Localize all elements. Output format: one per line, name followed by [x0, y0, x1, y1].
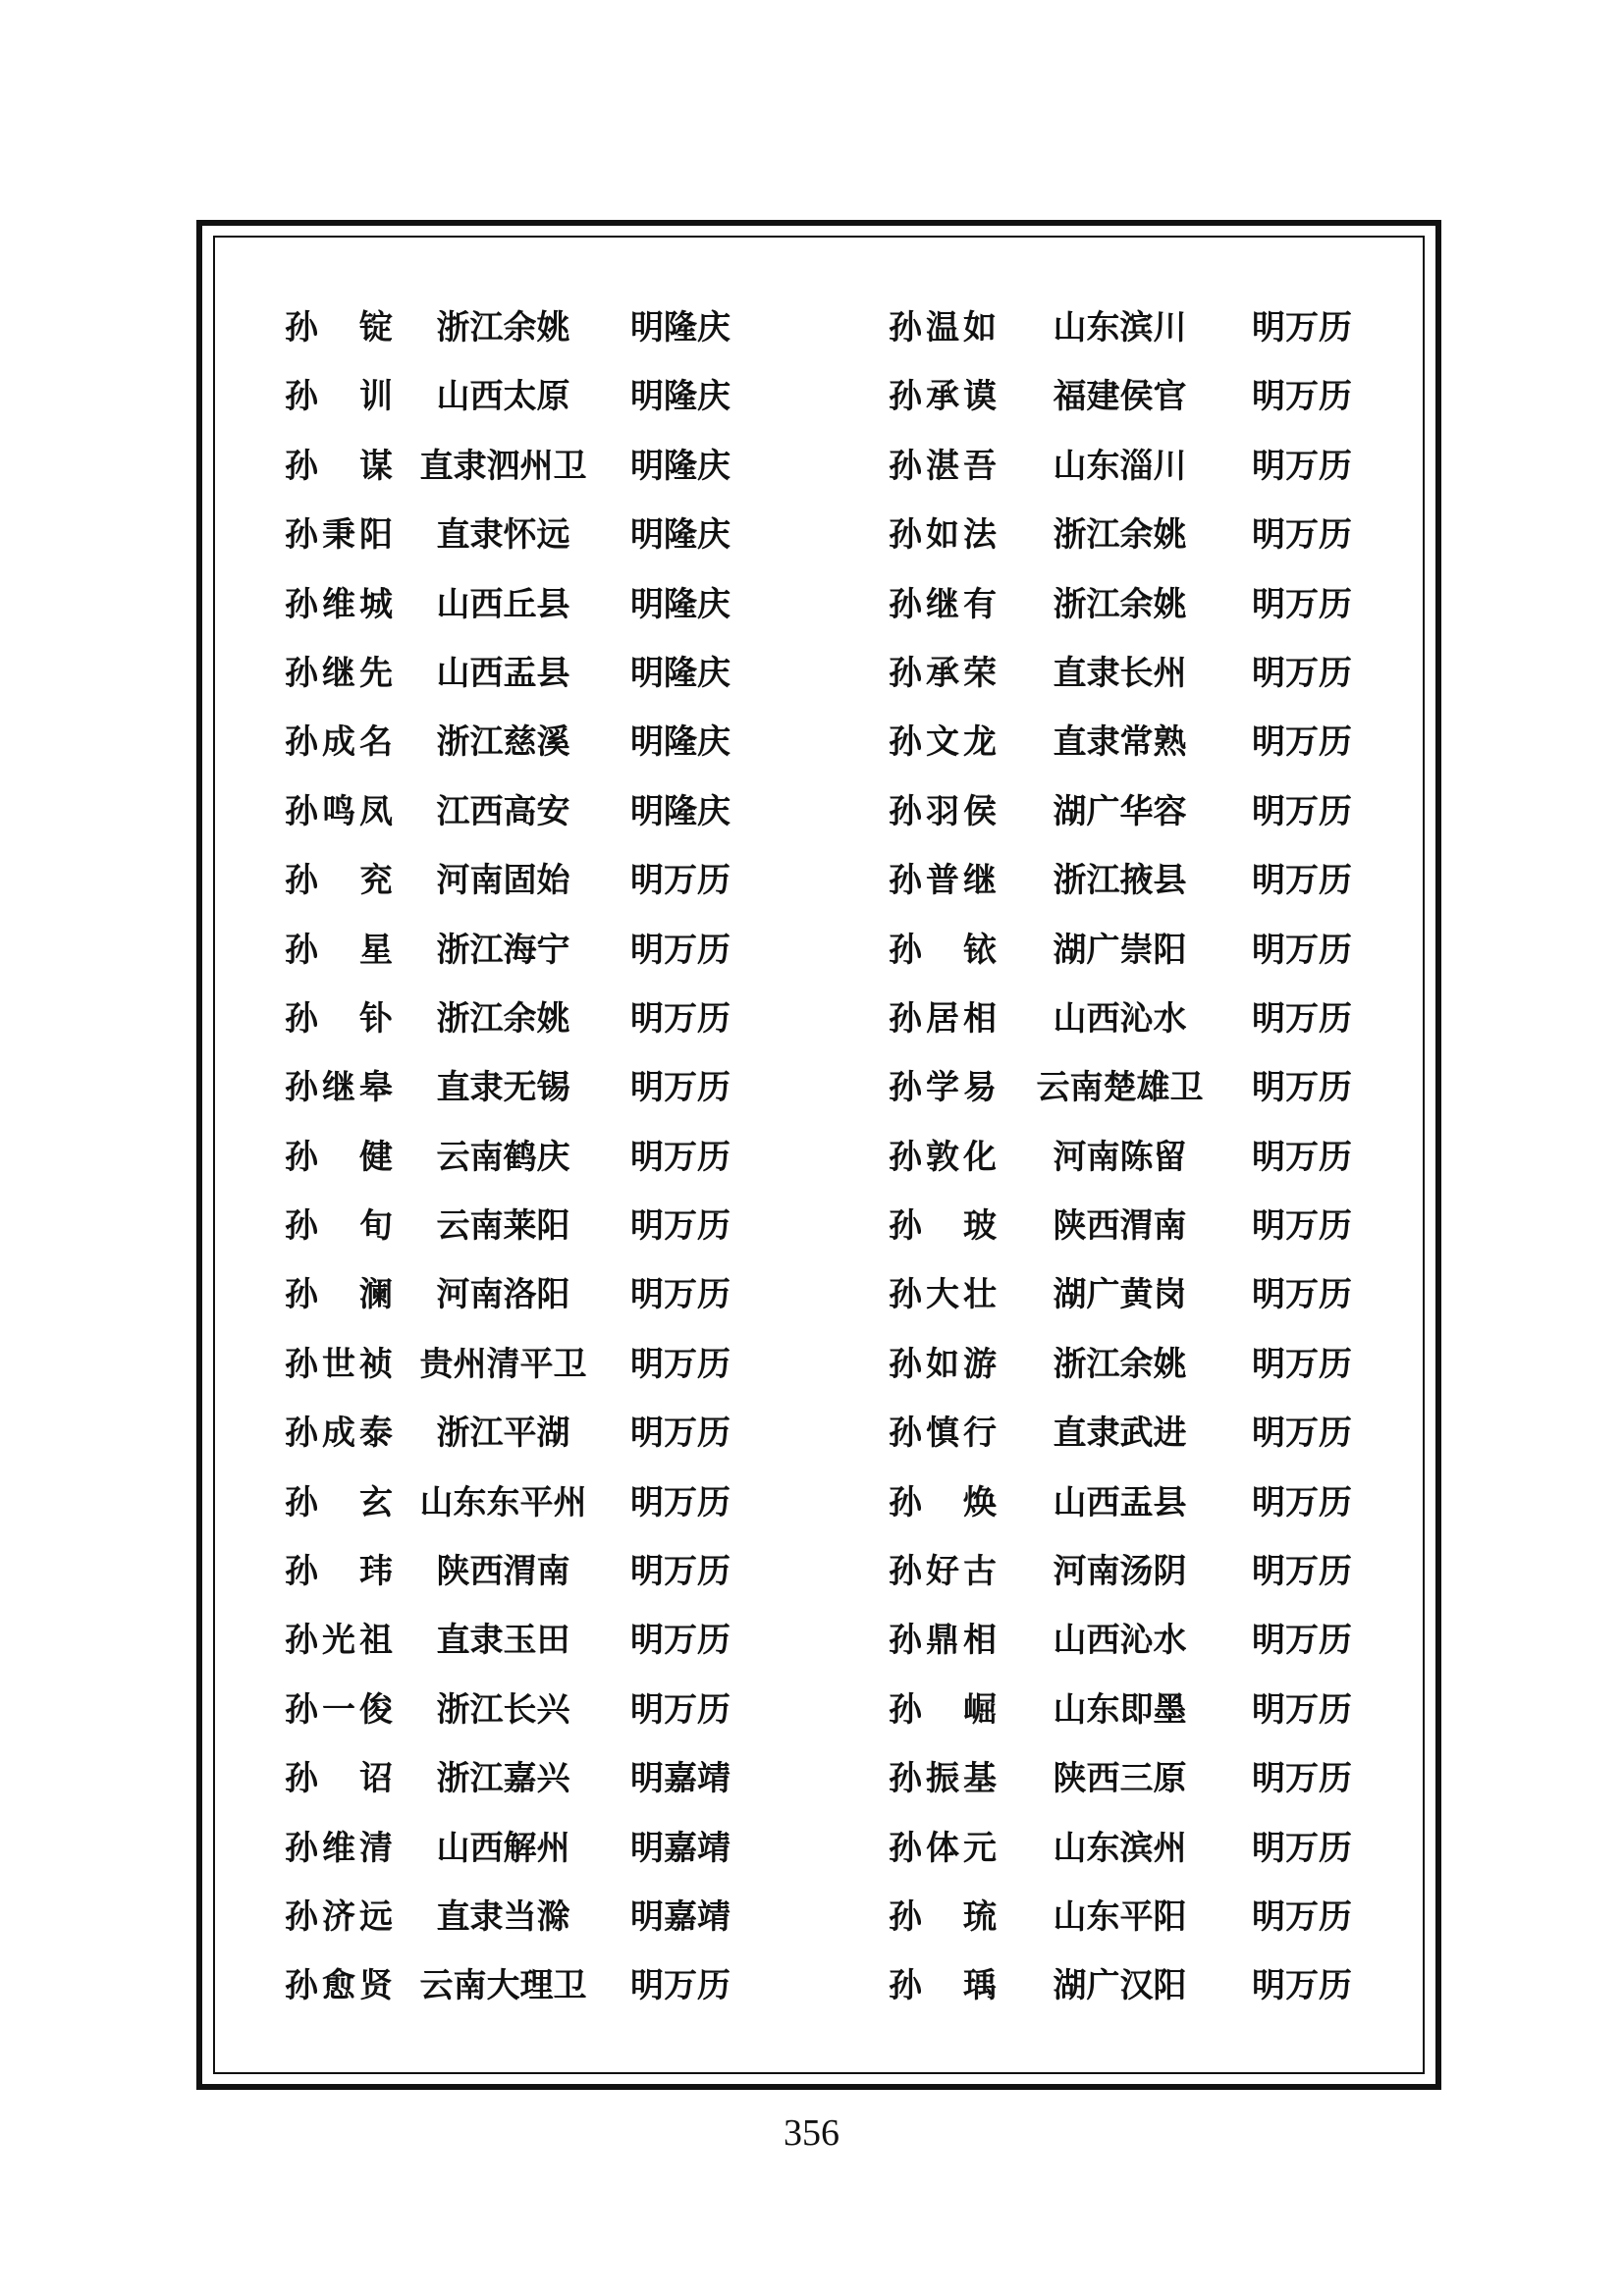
era-name: 明万历	[1252, 1344, 1352, 1384]
era-name: 明万历	[630, 1482, 730, 1522]
era-name: 明万历	[630, 1068, 730, 1108]
person-name: 孙愈贤	[285, 1966, 393, 2006]
place-name: 浙江长兴	[436, 1689, 570, 1730]
person-name: 孙承谟	[889, 377, 997, 417]
era-name: 明隆庆	[630, 377, 730, 417]
list-item	[285, 1197, 795, 1265]
era-name: 明万历	[1252, 1275, 1352, 1315]
person-name: 孙继先	[285, 653, 393, 693]
person-name: 孙慎行	[889, 1414, 997, 1454]
list-item	[889, 1473, 1399, 1542]
place-name: 直隶常熟	[1053, 722, 1187, 763]
era-name: 明万历	[630, 1414, 730, 1454]
era-name: 明万历	[1252, 515, 1352, 556]
place-name: 山东东平州	[419, 1482, 587, 1522]
list-item	[889, 1681, 1399, 1749]
list-item	[285, 1681, 795, 1749]
place-name: 山西沁水	[1053, 1621, 1187, 1661]
person-name: 孙 铱	[889, 930, 997, 970]
person-name: 孙学易	[889, 1068, 997, 1108]
person-name: 孙维城	[285, 584, 393, 624]
place-name: 直隶长州	[1053, 653, 1187, 693]
place-name: 直隶怀远	[436, 515, 570, 556]
person-name: 孙大壮	[889, 1275, 997, 1315]
list-item	[889, 1128, 1399, 1197]
list-item	[889, 1749, 1399, 1818]
era-name: 明隆庆	[630, 515, 730, 556]
place-name: 直隶武进	[1053, 1414, 1187, 1454]
era-name: 明万历	[630, 1552, 730, 1592]
place-name: 山西解州	[436, 1828, 570, 1868]
place-name: 山东平阳	[1053, 1896, 1187, 1937]
list-item	[889, 1819, 1399, 1888]
person-name: 孙湛吾	[889, 446, 997, 486]
list-item	[285, 575, 795, 644]
list-item	[285, 298, 795, 367]
list-item	[889, 921, 1399, 989]
person-name: 孙 旬	[285, 1206, 393, 1247]
place-name: 山东即墨	[1053, 1689, 1187, 1730]
place-name: 湖广汉阳	[1053, 1966, 1187, 2006]
place-name: 陕西渭南	[436, 1552, 570, 1592]
era-name: 明万历	[630, 1966, 730, 2006]
era-name: 明隆庆	[630, 308, 730, 347]
era-name: 明隆庆	[630, 791, 730, 831]
person-name: 孙 崛	[889, 1689, 997, 1730]
place-name: 山东滨州	[1053, 1828, 1187, 1868]
list-item	[285, 1404, 795, 1472]
person-name: 孙 谋	[285, 446, 393, 486]
era-name: 明万历	[1252, 1068, 1352, 1108]
place-name: 河南汤阴	[1053, 1552, 1187, 1592]
era-name: 明万历	[1252, 1621, 1352, 1661]
person-name: 孙世祯	[285, 1344, 393, 1384]
person-name: 孙 健	[285, 1137, 393, 1177]
place-name: 浙江余姚	[1053, 515, 1187, 556]
era-name: 明万历	[630, 930, 730, 970]
person-name: 孙 星	[285, 930, 393, 970]
list-item	[285, 713, 795, 781]
place-name: 山西沁水	[1053, 998, 1187, 1039]
era-name: 明万历	[1252, 1137, 1352, 1177]
person-name: 孙 兖	[285, 861, 393, 901]
place-name: 山东滨川	[1053, 308, 1187, 347]
era-name: 明嘉靖	[630, 1828, 730, 1868]
place-name: 直隶玉田	[436, 1621, 570, 1661]
list-item	[889, 1611, 1399, 1680]
person-name: 孙羽侯	[889, 791, 997, 831]
list-item	[285, 644, 795, 713]
place-name: 湖广黄岗	[1053, 1275, 1187, 1315]
person-name: 孙成名	[285, 722, 393, 763]
era-name: 明万历	[630, 1689, 730, 1730]
place-name: 山西丘县	[436, 584, 570, 624]
place-name: 山西盂县	[436, 653, 570, 693]
era-name: 明隆庆	[630, 584, 730, 624]
person-name: 孙振基	[889, 1759, 997, 1799]
person-name: 孙居相	[889, 998, 997, 1039]
list-item	[889, 782, 1399, 851]
place-name: 云南鹤庆	[436, 1137, 570, 1177]
person-name: 孙鸣凤	[285, 791, 393, 831]
era-name: 明万历	[630, 1344, 730, 1384]
list-item	[285, 367, 795, 436]
list-item	[889, 1542, 1399, 1611]
person-name: 孙如法	[889, 515, 997, 556]
era-name: 明万历	[1252, 1552, 1352, 1592]
person-name: 孙 锭	[285, 308, 393, 347]
era-name: 明隆庆	[630, 722, 730, 763]
era-name: 明万历	[630, 861, 730, 901]
list-item	[285, 1819, 795, 1888]
era-name: 明万历	[1252, 1896, 1352, 1937]
person-name: 孙敦化	[889, 1137, 997, 1177]
era-name: 明万历	[1252, 308, 1352, 347]
list-item	[285, 851, 795, 920]
era-name: 明万历	[1252, 1828, 1352, 1868]
list-item	[285, 1058, 795, 1127]
page-number: 356	[784, 2112, 839, 2154]
list-item	[285, 921, 795, 989]
list-item	[889, 367, 1399, 436]
place-name: 陕西三原	[1053, 1759, 1187, 1799]
right-column	[889, 298, 1399, 2026]
place-name: 浙江余姚	[436, 998, 570, 1039]
place-name: 河南洛阳	[436, 1275, 570, 1315]
person-name: 孙秉阳	[285, 515, 393, 556]
era-name: 明隆庆	[630, 446, 730, 486]
place-name: 河南陈留	[1053, 1137, 1187, 1177]
place-name: 浙江嘉兴	[436, 1759, 570, 1799]
person-name: 孙温如	[889, 308, 997, 347]
person-name: 孙 焕	[889, 1482, 997, 1522]
person-name: 孙继皋	[285, 1068, 393, 1108]
person-name: 孙维清	[285, 1828, 393, 1868]
list-item	[889, 506, 1399, 574]
list-item	[889, 713, 1399, 781]
person-name: 孙如游	[889, 1344, 997, 1384]
place-name: 山西太原	[436, 377, 570, 417]
era-name: 明万历	[1252, 930, 1352, 970]
era-name: 明万历	[1252, 791, 1352, 831]
list-item	[889, 575, 1399, 644]
place-name: 云南大理卫	[419, 1966, 587, 2006]
person-name: 孙光祖	[285, 1621, 393, 1661]
place-name: 浙江慈溪	[436, 722, 570, 763]
place-name: 浙江余姚	[1053, 1344, 1187, 1384]
list-item	[285, 1956, 795, 2025]
list-item	[889, 1404, 1399, 1472]
list-item	[285, 1749, 795, 1818]
list-item	[889, 1888, 1399, 1956]
era-name: 明嘉靖	[630, 1759, 730, 1799]
person-name: 孙 玄	[285, 1482, 393, 1522]
list-item	[285, 1128, 795, 1197]
era-name: 明万历	[1252, 861, 1352, 901]
era-name: 明万历	[1252, 1759, 1352, 1799]
person-name: 孙好古	[889, 1552, 997, 1592]
era-name: 明万历	[1252, 998, 1352, 1039]
list-item	[285, 437, 795, 506]
list-item	[285, 1265, 795, 1334]
person-name: 孙 钋	[285, 998, 393, 1039]
list-item	[285, 1473, 795, 1542]
place-name: 云南莱阳	[436, 1206, 570, 1247]
era-name: 明万历	[1252, 1689, 1352, 1730]
place-name: 直隶泗州卫	[419, 446, 587, 486]
era-name: 明万历	[1252, 1482, 1352, 1522]
era-name: 明万历	[630, 998, 730, 1039]
person-name: 孙文龙	[889, 722, 997, 763]
person-name: 孙继有	[889, 584, 997, 624]
era-name: 明万历	[1252, 584, 1352, 624]
place-name: 湖广华容	[1053, 791, 1187, 831]
place-name: 江西高安	[436, 791, 570, 831]
list-item	[889, 851, 1399, 920]
list-item	[285, 506, 795, 574]
era-name: 明万历	[630, 1621, 730, 1661]
list-item	[285, 1542, 795, 1611]
list-item	[889, 437, 1399, 506]
place-name: 河南固始	[436, 861, 570, 901]
list-item	[285, 1888, 795, 1956]
era-name: 明万历	[630, 1137, 730, 1177]
person-name: 孙 澜	[285, 1275, 393, 1315]
place-name: 浙江余姚	[1053, 584, 1187, 624]
person-name: 孙 训	[285, 377, 393, 417]
place-name: 贵州清平卫	[419, 1344, 587, 1384]
list-item	[889, 1197, 1399, 1265]
place-name: 陕西渭南	[1053, 1206, 1187, 1247]
era-name: 明万历	[1252, 653, 1352, 693]
list-item	[889, 989, 1399, 1058]
list-item	[889, 1956, 1399, 2025]
place-name: 山东淄川	[1053, 446, 1187, 486]
list-item	[889, 1335, 1399, 1404]
person-name: 孙承荣	[889, 653, 997, 693]
person-name: 孙体元	[889, 1828, 997, 1868]
era-name: 明万历	[1252, 1414, 1352, 1454]
place-name: 福建侯官	[1053, 377, 1187, 417]
list-item	[285, 1611, 795, 1680]
place-name: 浙江余姚	[436, 308, 570, 347]
person-name: 孙 琉	[889, 1896, 997, 1937]
place-name: 山西盂县	[1053, 1482, 1187, 1522]
era-name: 明万历	[1252, 1966, 1352, 2006]
place-name: 云南楚雄卫	[1036, 1068, 1204, 1108]
place-name: 浙江海宁	[436, 930, 570, 970]
person-name: 孙成泰	[285, 1414, 393, 1454]
era-name: 明万历	[1252, 446, 1352, 486]
list-item	[285, 782, 795, 851]
place-name: 湖广崇阳	[1053, 930, 1187, 970]
person-name: 孙 玻	[889, 1206, 997, 1247]
person-name: 孙 瑀	[889, 1966, 997, 2006]
era-name: 明万历	[1252, 377, 1352, 417]
person-name: 孙一俊	[285, 1689, 393, 1730]
era-name: 明万历	[1252, 1206, 1352, 1247]
person-name: 孙济远	[285, 1896, 393, 1937]
place-name: 浙江掖县	[1053, 861, 1187, 901]
place-name: 直隶无锡	[436, 1068, 570, 1108]
person-name: 孙 玮	[285, 1552, 393, 1592]
list-item	[285, 1335, 795, 1404]
list-item	[285, 989, 795, 1058]
place-name: 直隶当滁	[436, 1896, 570, 1937]
left-column	[285, 298, 795, 2026]
era-name: 明隆庆	[630, 653, 730, 693]
list-item	[889, 298, 1399, 367]
list-item	[889, 1058, 1399, 1127]
person-name: 孙鼎相	[889, 1621, 997, 1661]
place-name: 浙江平湖	[436, 1414, 570, 1454]
person-name: 孙普继	[889, 861, 997, 901]
era-name: 明万历	[630, 1206, 730, 1247]
list-item	[889, 644, 1399, 713]
era-name: 明嘉靖	[630, 1896, 730, 1937]
person-name: 孙 诏	[285, 1759, 393, 1799]
list-item	[889, 1265, 1399, 1334]
era-name: 明万历	[630, 1275, 730, 1315]
era-name: 明万历	[1252, 722, 1352, 763]
